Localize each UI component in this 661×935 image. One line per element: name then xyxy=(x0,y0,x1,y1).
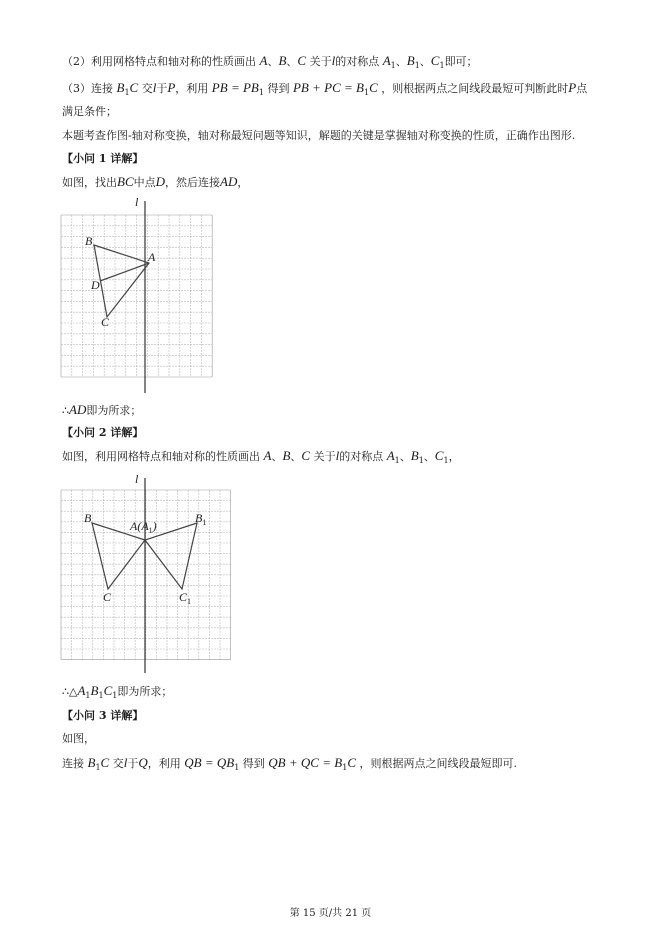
label-b: B xyxy=(84,511,92,525)
q3-heading: 【小问 3 详解】 xyxy=(62,709,144,722)
label-d: D xyxy=(91,278,100,292)
triangle-abc xyxy=(94,245,149,317)
label-l: l xyxy=(135,195,139,209)
q2-conclusion: $\therefore\triangle A_1B_1C_1$即为所求； xyxy=(62,683,173,700)
label-c1: $C_1$ xyxy=(179,590,192,606)
label-l: l xyxy=(135,472,139,486)
q3-line1: 如图， xyxy=(62,732,95,745)
figure-2 xyxy=(55,470,240,675)
figure-1 xyxy=(55,195,225,395)
q1-conclusion: ∴AD即为所求； xyxy=(62,402,142,417)
page-footer: 第 15 页/共 21 页 xyxy=(289,908,372,919)
q2-text: 如图，利用网格特点和轴对称的性质画出 A、B、C 关于l的对称点 $A_1$、$B_1$、$C_1$， xyxy=(62,448,460,465)
step-3-line: （3）连接 $B_1C$ 交l于P，利用 PB = $PB_1$ 得到 PB + PC = $B_1C$ ，则根据两点之间线段最短可判断此时P点 xyxy=(62,80,588,97)
label-c: C xyxy=(101,315,110,329)
q1-text: 如图，找出BC中点D，然后连接AD， xyxy=(62,174,249,189)
q1-heading: 【小问 1 详解】 xyxy=(62,152,144,165)
step-3-continuation: 满足条件； xyxy=(62,105,117,118)
q2-heading: 【小问 2 详解】 xyxy=(62,426,144,439)
label-a: A xyxy=(148,250,156,264)
label-c: C xyxy=(103,590,112,604)
label-a-a1: $A(A_1)$ xyxy=(130,519,157,535)
step-2-line: （2）利用网格特点和轴对称的性质画出 A、B、C 关于l的对称点 $A_1$、$B_1$、$C_1$即可； xyxy=(62,53,478,70)
summary-text: 本题考查作图-轴对称变换，轴对称最短问题等知识，解题的关键是掌握轴对称变换的性质，正确作出图形. xyxy=(62,129,576,142)
label-b: B xyxy=(85,234,93,248)
q3-text: 连接 $B_1C$ 交l于Q，利用 QB = $QB_1$ 得到 QB + QC = $B_1C$ ，则根据两点之间线段最短即可. xyxy=(62,755,517,772)
label-b1: $B_1$ xyxy=(195,511,207,527)
